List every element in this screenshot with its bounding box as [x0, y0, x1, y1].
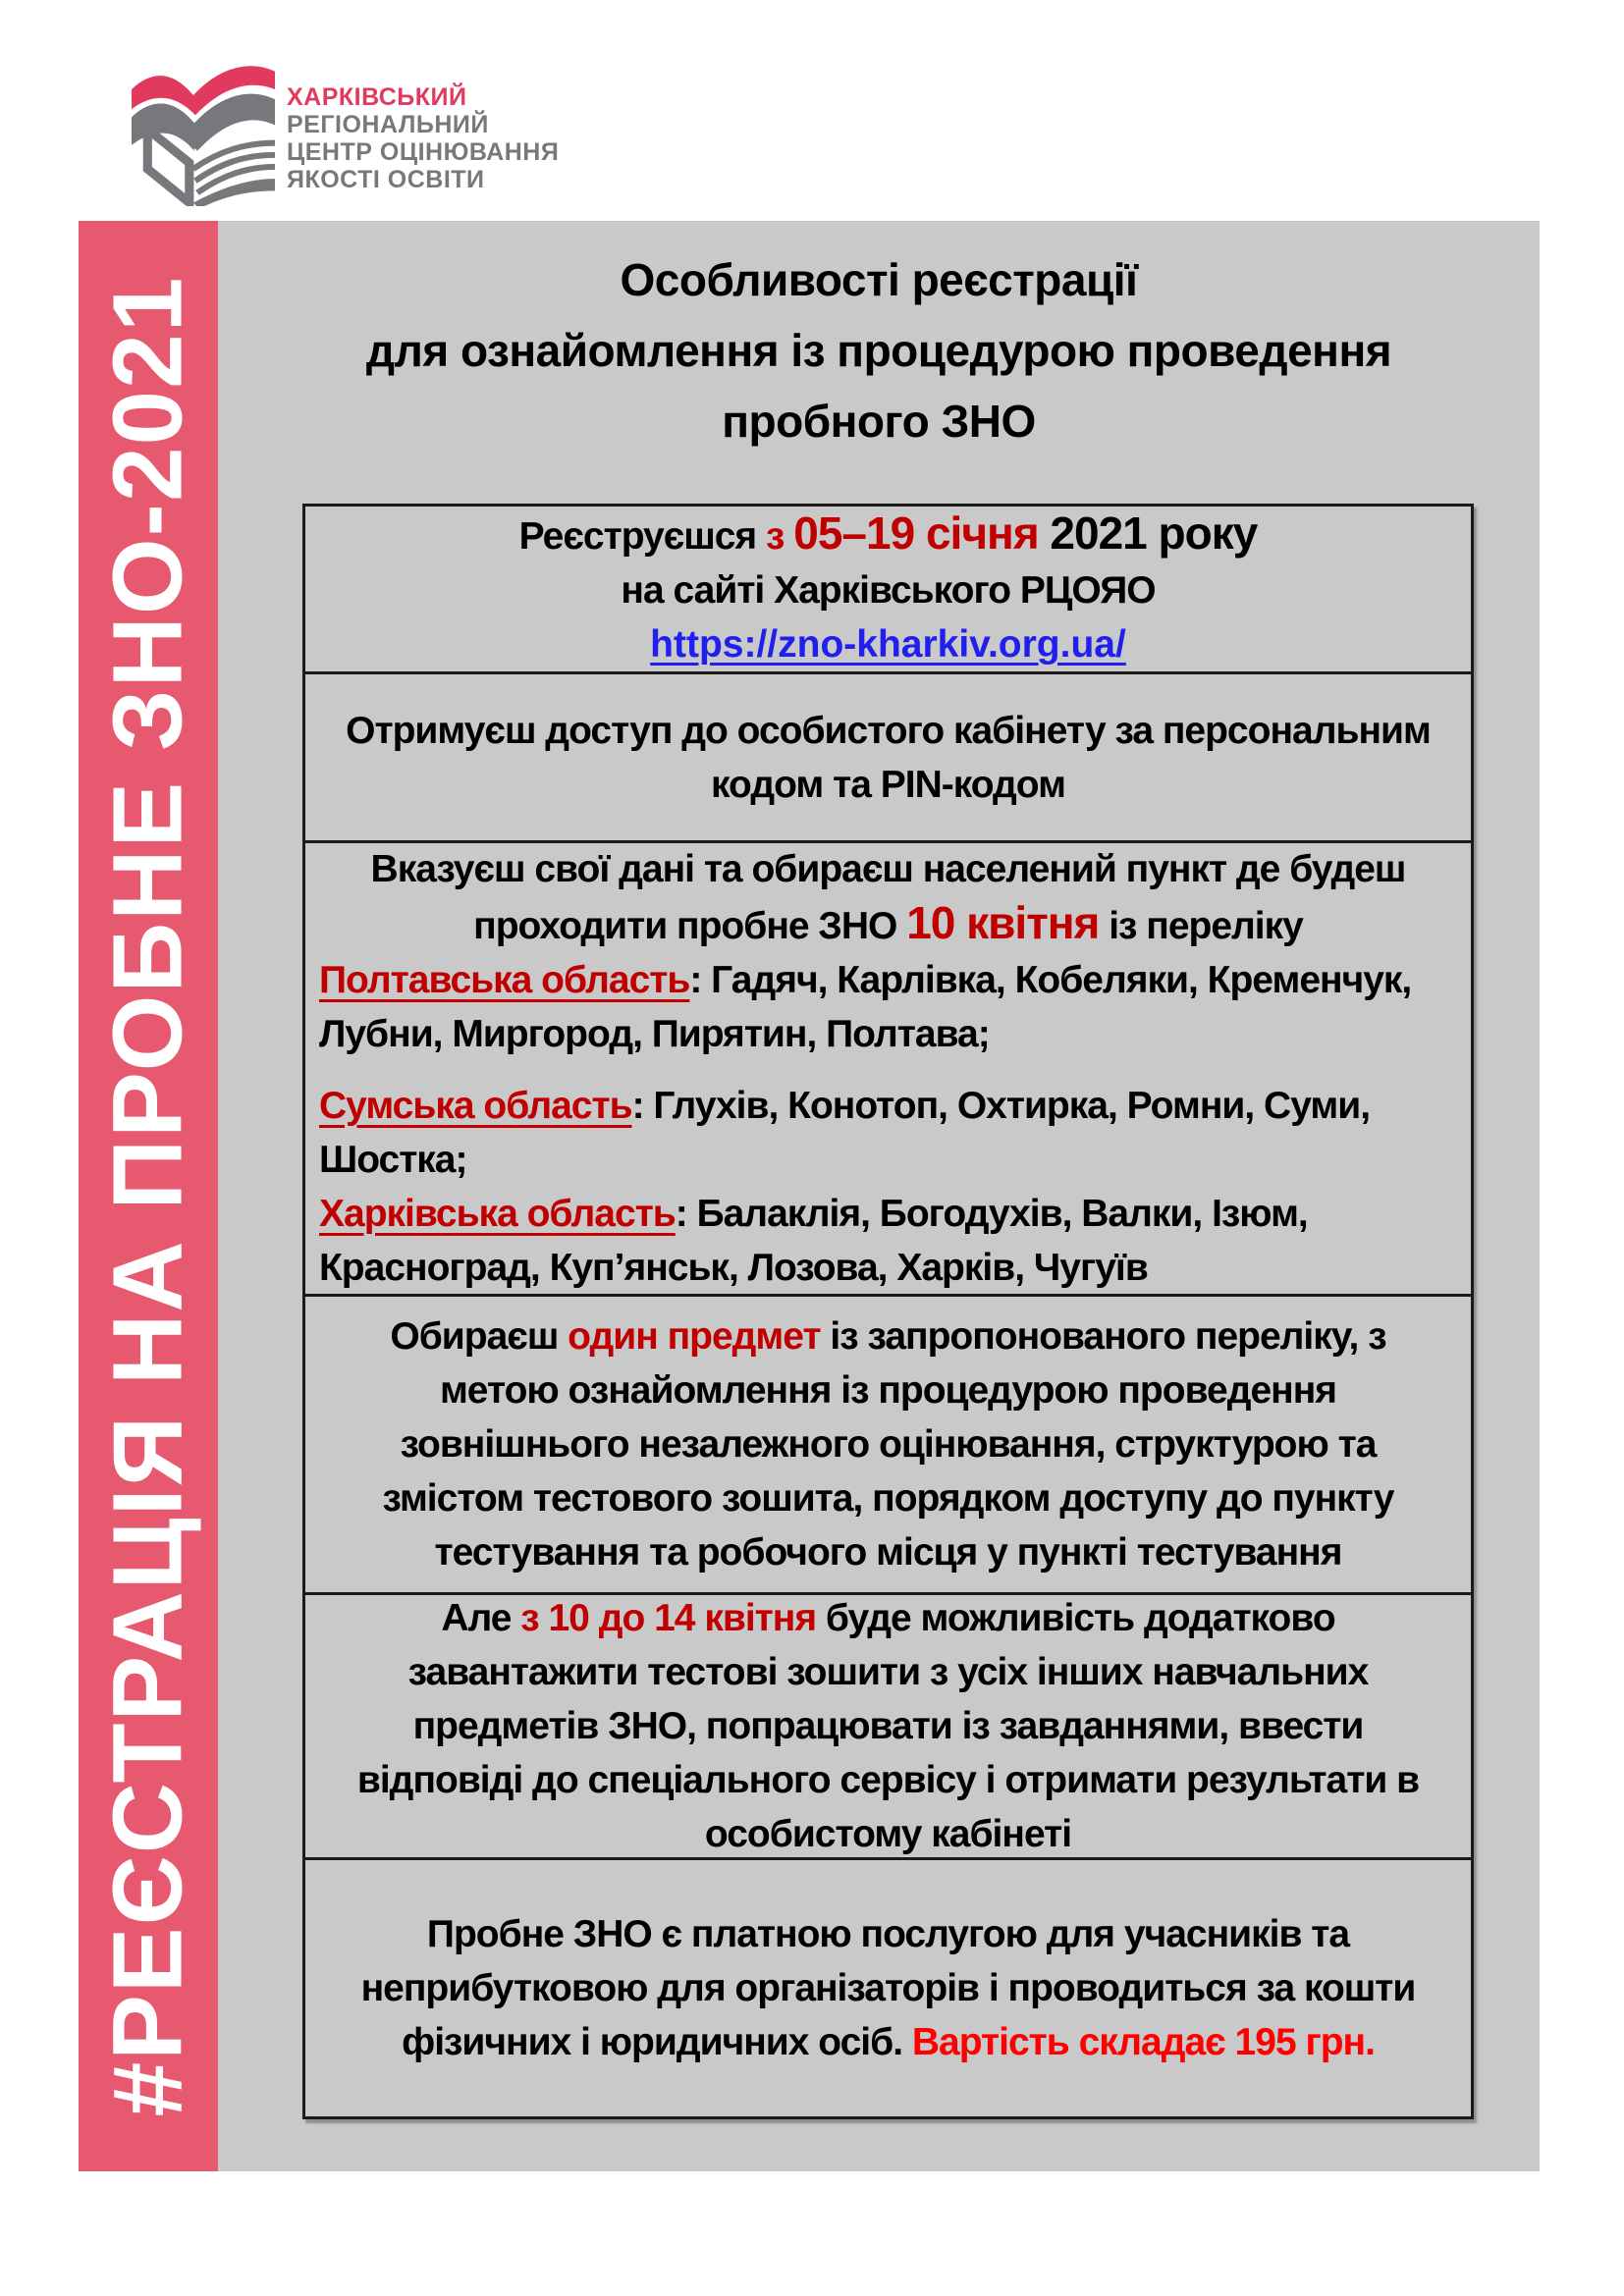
text-segment: кодом та PIN-кодом [711, 763, 1065, 806]
text-line [319, 1471, 1457, 1525]
text-segment: Обираєш [390, 1315, 568, 1358]
region-name: Полтавська область [319, 959, 690, 1001]
region-name: Харківська область [319, 1193, 676, 1235]
text-line [319, 617, 1457, 671]
text-line [319, 896, 1457, 953]
registration-site-link[interactable]: https://zno-kharkiv.org.ua/ [650, 623, 1126, 666]
text-segment: неприбутковою для організаторів і проводиться за кошти [360, 1967, 1416, 2009]
text-line [319, 1133, 1457, 1187]
text-segment: Але [441, 1597, 521, 1639]
text-segment: Красноград, Куп’янськ, Лозова, Харків, Чугуїв [319, 1247, 1148, 1289]
text-line [319, 1753, 1457, 1807]
text-line [319, 1007, 1457, 1061]
text-segment: метою ознайомлення із процедурою проведення [439, 1369, 1337, 1412]
text-segment: тестування та робочого місця у пункті тестування [434, 1531, 1342, 1574]
text-line [319, 1079, 1457, 1133]
open-book-icon [128, 51, 275, 206]
org-logo [128, 51, 589, 208]
text-segment: Реєструєшся [518, 515, 767, 558]
highlight-red: з 10 до 14 квітня [520, 1597, 817, 1639]
text-line [319, 1309, 1457, 1363]
text-line [319, 842, 1457, 896]
registration-hashtag-banner [79, 221, 218, 2171]
text-segment: із переліку [1099, 905, 1303, 947]
text-line [319, 1907, 1457, 1961]
title-line: Особливості реєстрації [620, 254, 1138, 305]
org-logo-line: ЦЕНТР ОЦІНЮВАННЯ [287, 138, 560, 166]
text-segment: предметів ЗНО, попрацювати із завданнями, ввести [412, 1705, 1364, 1747]
text-line [319, 1525, 1457, 1579]
content-area [218, 221, 1540, 2171]
text-segment: завантажити тестові зошити з усіх інших навчальних [407, 1651, 1369, 1693]
info-box-choose-subject [305, 1294, 1471, 1592]
info-box-paid-service-cost [305, 1857, 1471, 2116]
page-title [218, 244, 1540, 456]
info-box-choose-location [305, 840, 1471, 1294]
text-line [319, 1363, 1457, 1417]
highlight-red: 10 квітня [906, 897, 1100, 948]
text-segment: : Гадяч, Карлівка, Кобеляки, Кременчук, [689, 959, 1412, 1001]
org-logo-line: ХАРКІВСЬКИЙ [287, 83, 467, 111]
text-line [319, 1591, 1457, 1645]
text-line [319, 2015, 1457, 2069]
title-line: для ознайомлення із процедурою проведення [365, 325, 1392, 376]
text-segment: із запропонованого переліку, з [820, 1315, 1386, 1358]
text-segment: Лубни, Миргород, Пирятин, Полтава; [319, 1013, 990, 1055]
text-line [319, 1645, 1457, 1699]
text-line [319, 953, 1457, 1007]
text-line [319, 758, 1457, 812]
text-segment: : Балаклія, Богодухів, Валки, Ізюм, [675, 1193, 1308, 1235]
org-logo-line: ЯКОСТІ ОСВІТИ [287, 166, 485, 193]
text-segment: зовнішнього незалежного оцінювання, структурою та [400, 1423, 1377, 1466]
text-segment: 2021 року [1038, 507, 1258, 559]
text-segment: на сайті Харківського РЦОЯО [621, 569, 1156, 612]
text-segment: проходити пробне ЗНО [473, 905, 907, 947]
text-line [319, 563, 1457, 617]
text-line [319, 1807, 1457, 1861]
org-logo-line: РЕГІОНАЛЬНИЙ [287, 111, 489, 138]
text-segment: змістом тестового зошита, порядком доступу до пункту [382, 1477, 1394, 1520]
highlight-red: 05–19 січня [793, 507, 1039, 559]
text-line [319, 507, 1457, 563]
text-segment: фізичних і юридичних осіб. [402, 2021, 912, 2063]
text-segment: Шостка; [319, 1139, 467, 1181]
title-line: пробного ЗНО [722, 396, 1036, 447]
text-segment: відповіді до спеціального сервісу і отримати результати в [356, 1759, 1420, 1801]
highlight-red: з [766, 515, 794, 558]
text-segment: Отримуєш доступ до особистого кабінету за персональним [346, 709, 1431, 752]
info-box-personal-cabinet-access [305, 671, 1471, 840]
text-segment: буде можливість додатково [816, 1597, 1335, 1639]
info-box-registration-period [305, 507, 1471, 671]
text-segment: : Глухів, Конотоп, Охтирка, Ромни, Суми, [631, 1085, 1371, 1127]
text-segment: Вказуєш свої дані та обираєш населений пункт де будеш [370, 848, 1406, 890]
price-highlight: Вартість складає 195 грн. [911, 2021, 1375, 2063]
text-segment: Пробне ЗНО є платною послугою для учасників та [426, 1913, 1350, 1955]
text-line [319, 704, 1457, 758]
info-box-additional-booklets [305, 1592, 1471, 1857]
text-line [319, 1699, 1457, 1753]
text-line [319, 1961, 1457, 2015]
text-segment: особистому кабінеті [704, 1813, 1072, 1855]
text-line [319, 1417, 1457, 1471]
text-line [319, 1187, 1457, 1241]
org-logo-text [287, 83, 559, 193]
highlight-red: один предмет [568, 1315, 821, 1358]
region-name: Сумська область [319, 1085, 632, 1127]
registration-hashtag-text: #РЕЄСТРАЦІЯ НА ПРОБНЕ ЗНО-2021 [92, 275, 203, 2117]
info-table [302, 504, 1474, 2119]
text-line [319, 1241, 1457, 1295]
